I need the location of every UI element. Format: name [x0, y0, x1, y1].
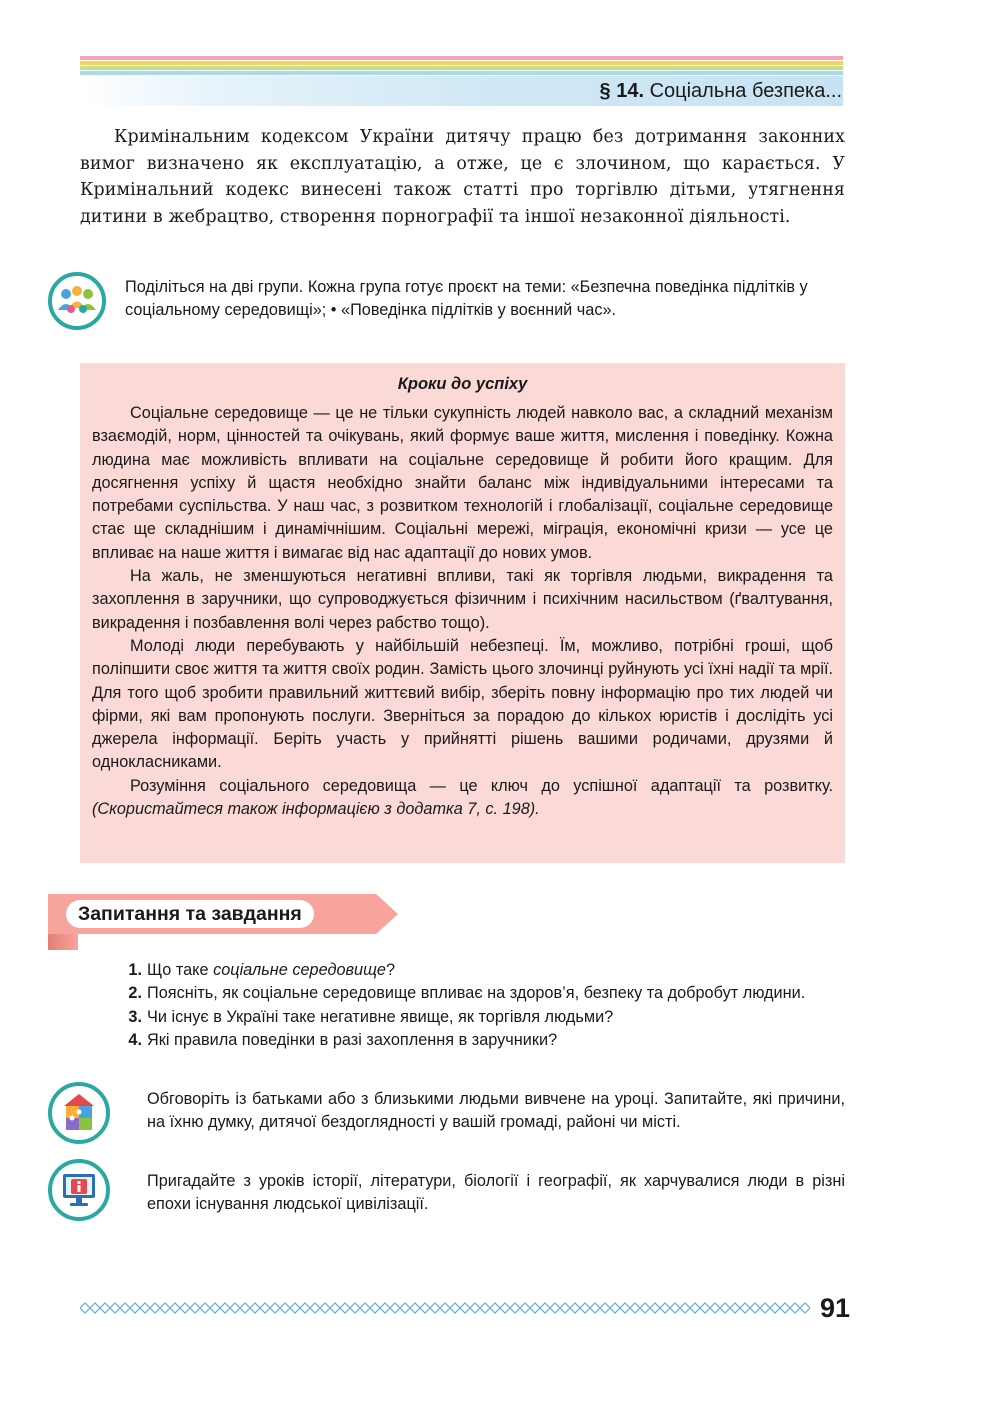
intro-paragraph: Кримінальним кодексом України дитячу працю без дотримання законних вимог визначено як експлуатацію, а отже, це є злочином, що карається. У Кримінальний кодекс винесені також статті про торгівлю дітьми, утягнення дитини в жебрацтво, створення порнографії та іншої незаконної діяльності. — [80, 127, 845, 227]
header-stripes — [80, 56, 843, 76]
question-item — [118, 982, 848, 1005]
group-people-icon — [48, 272, 106, 330]
house-puzzle-icon — [48, 1082, 110, 1144]
running-header — [600, 78, 842, 104]
header-stripe-yellow — [80, 61, 843, 65]
info-task-text: Пригадайте з уроків історії, літератури, біології і географії, як харчувалися люди в різні епохи існування людської цивілізації. — [147, 1172, 845, 1214]
home-task-text: Обговоріть із батьками або з близькими людьми вивчене на уроці. Запитайте, які причини, на їхню думку, дитячої бездоглядності у вашій громаді, районі чи місті. — [147, 1090, 845, 1132]
question-text: Чи існує в Україні таке негативне явище, як торгівля людьми? — [147, 1007, 614, 1026]
group-task-text: Поділіться на дві групи. Кожна група готує проєкт на теми: «Безпечна поведінка підлітків у соціальному середовищі»; • «Поведінка підлітків у воєнний час». — [125, 278, 808, 319]
questions-list — [118, 959, 848, 1052]
question-text: Поясніть, як соціальне середовище впливає на здоров’я, безпеку та добробут людини. — [147, 984, 806, 1003]
success-paragraph: На жаль, не зменшуються негативні впливи, такі як торгівля людьми, викрадення та захоплення в заручники, що супроводжується фізичним і психічним насильством (ґвалтування, викрадення і позбавлення волі через рабство тощо). — [92, 567, 833, 632]
section-title: Соціальна безпека... — [649, 80, 842, 102]
success-paragraph: Молоді люди перебувають у найбільшій небезпеці. Їм, можливо, потрібні гроші, щоб поліпшити своє життя та життя своїх родин. Замість цього злочинці руйнують усі їхні надії та мрії. Для того щоб зробити правильний життєвий вибір, зберіть повну інформацію про тих людей чи фірми, які вам пропонують послуги. Зверніться за порадою до кількох юристів і дослідіть усі джерела інформації. Беріть участь у прийнятті рішень вашими родичами, друзями й однокласниками. — [92, 636, 833, 772]
question-number: 2. — [128, 984, 142, 1003]
question-item — [118, 1029, 848, 1052]
banner-tail — [48, 932, 78, 950]
appendix-reference: (Скористайтеся також інформацією з додатка 7, с. 198). — [92, 800, 540, 819]
success-paragraph: Соціальне середовище — це не тільки сукупність людей навколо вас, а складний механізм взаємодій, норм, цінностей та очікувань, який формує ваше життя, мислення і поведінку. Кожна людина має можливість впливати на соціальне середовище й робити його кращим. Для досягнення успіху й щастя необхідно знайти баланс між індивідуальними інтересами та потребами суспільства. У наш час, з розвитком технологій і глобалізації, соціальне середовище стає ще складнішим і динамічнішим. Соціальні мережі, міграція, економічні кризи — усе це впливає на наше життя і вимагає від нас адаптації до нових умов. — [92, 404, 833, 562]
questions-banner — [48, 894, 398, 952]
question-item — [118, 1006, 848, 1029]
success-paragraph-last — [92, 775, 833, 822]
question-number: 4. — [128, 1030, 142, 1049]
footer-wave-decoration — [80, 1300, 810, 1316]
question-item — [118, 959, 848, 982]
success-box-title: Кроки до успіху — [397, 375, 528, 393]
success-last-text: Розуміння соціального середовища — це ключ до успішної адаптації та розвитку. — [130, 776, 833, 795]
question-number: 1. — [128, 961, 142, 979]
header-stripe-blue — [80, 71, 843, 75]
header-stripe-green — [80, 66, 843, 70]
question-text-end: ? — [385, 961, 396, 979]
questions-heading: Запитання та завдання — [66, 900, 314, 928]
question-text: Які правила поведінки в разі захоплення в заручники? — [147, 1030, 558, 1049]
page-number: 91 — [820, 1293, 851, 1323]
header-stripe-pink — [80, 56, 843, 60]
info-monitor-icon — [48, 1159, 110, 1221]
success-steps-box — [80, 363, 845, 863]
section-number: § 14. — [599, 80, 645, 102]
question-text: Що таке — [147, 961, 214, 979]
question-term: соціальне середовище — [213, 961, 386, 979]
question-number: 3. — [128, 1007, 142, 1026]
